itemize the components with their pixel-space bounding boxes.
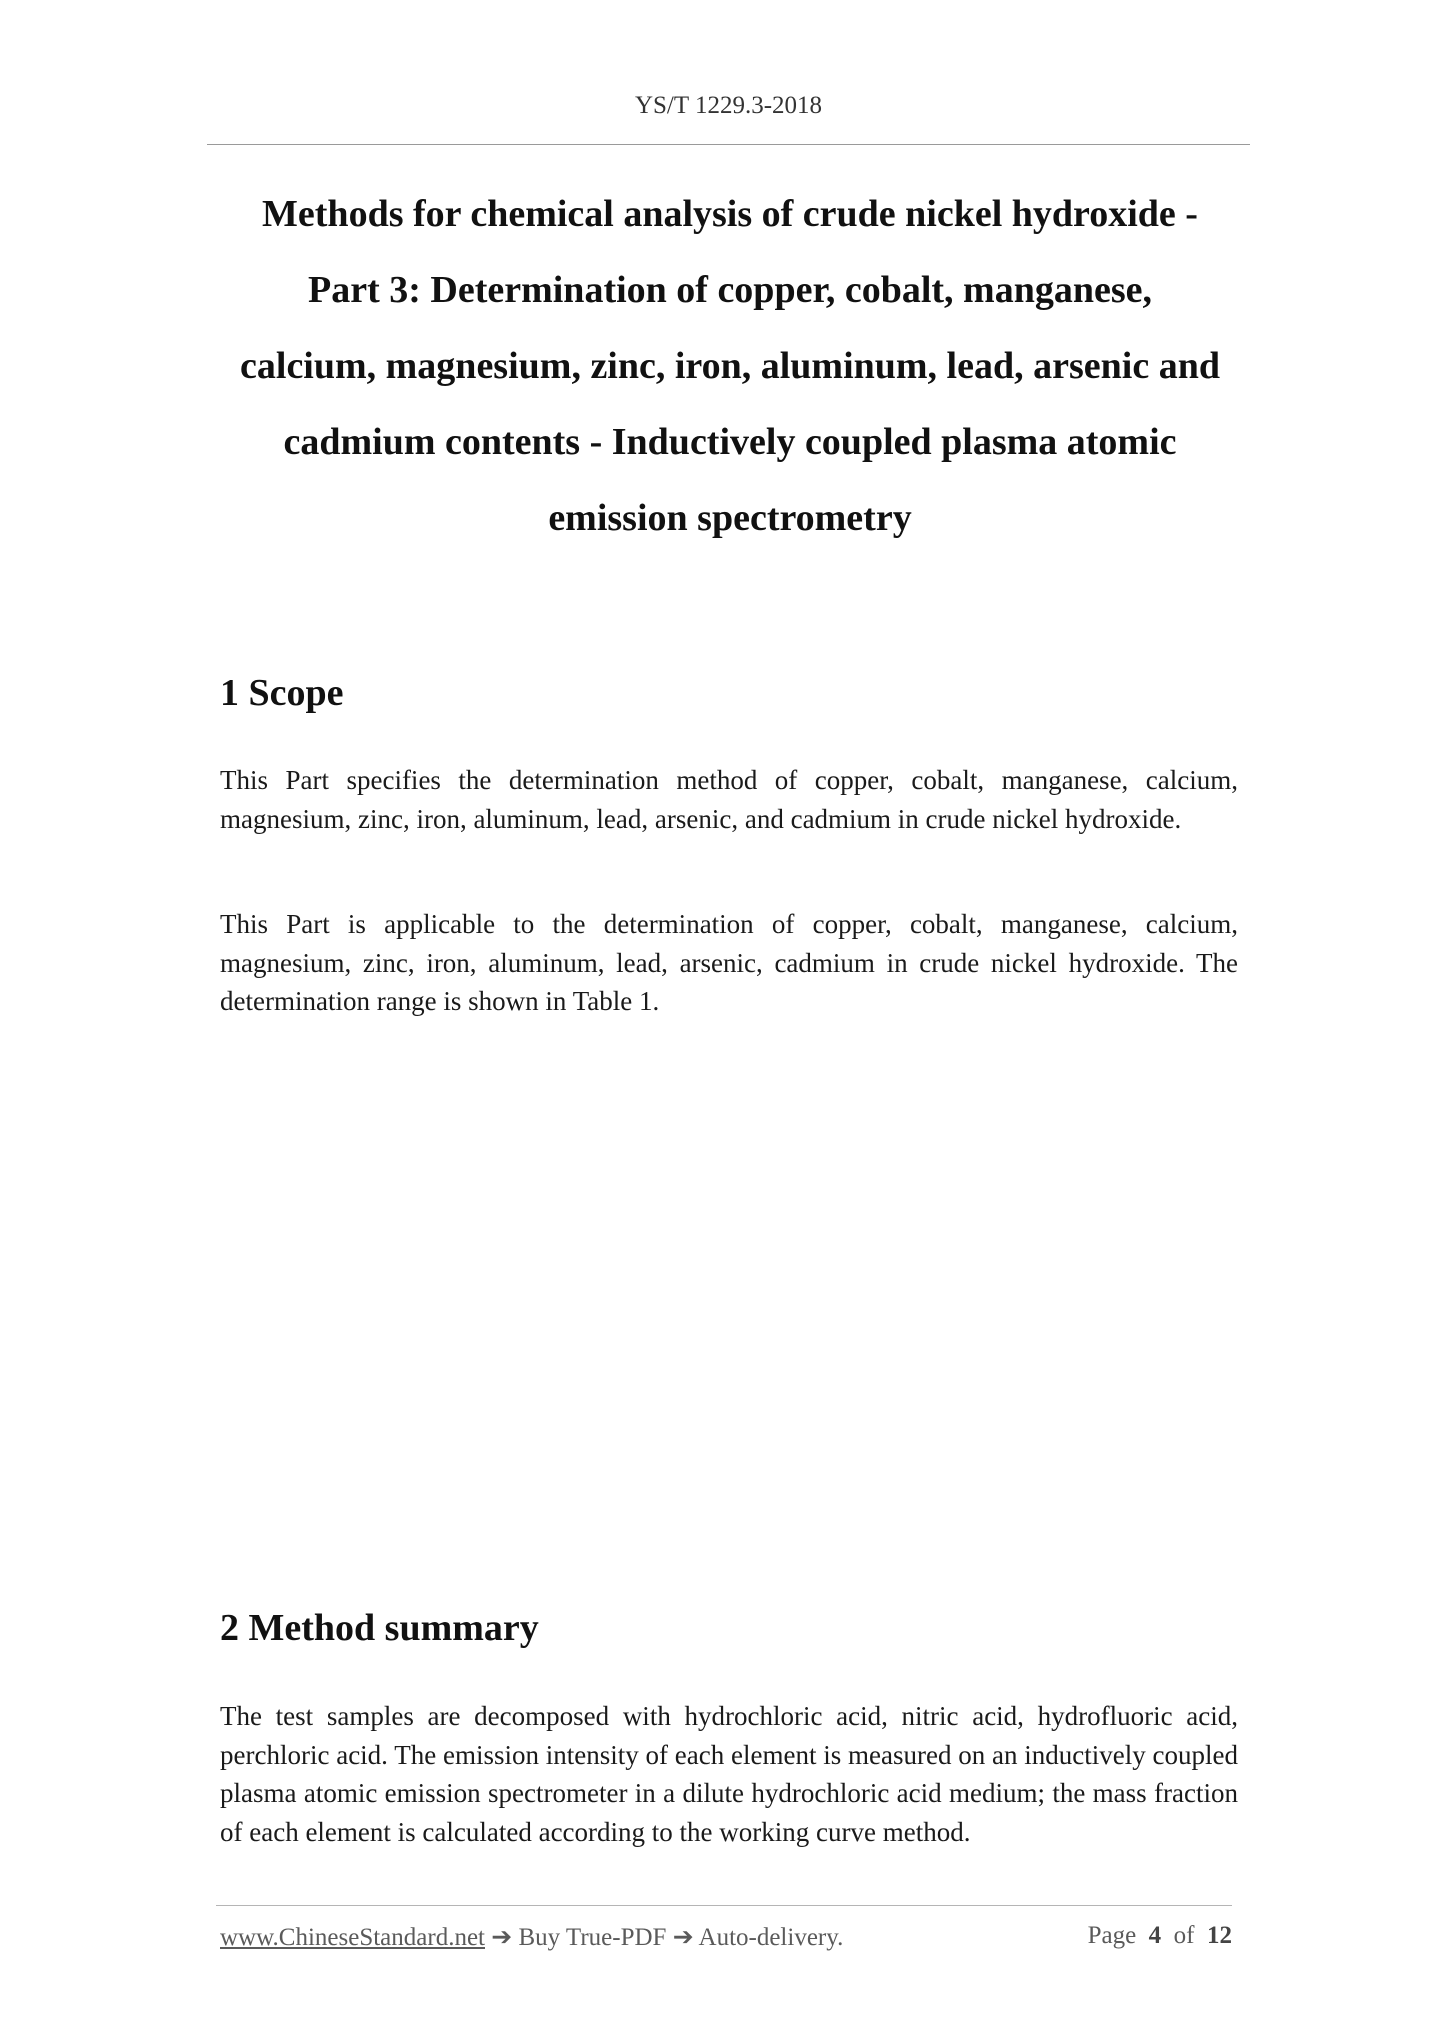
current-page-number: 4 bbox=[1148, 1922, 1162, 1949]
of-label: of bbox=[1173, 1922, 1195, 1949]
standard-code-header: YS/T 1229.3-2018 bbox=[634, 92, 823, 119]
scope-paragraph-2: This Part is applicable to the determination of copper, cobalt, manganese, calcium, magnesium, zinc, iron, aluminum, lead, arsenic, cadmium in crude nickel hydroxide. The determination range is shown in Table 1. bbox=[220, 909, 1238, 1016]
title-line: calcium, magnesium, zinc, iron, aluminum, lead, arsenic and bbox=[240, 345, 1220, 387]
auto-delivery-text: Auto-delivery. bbox=[698, 1924, 844, 1951]
buy-true-pdf-text: Buy True-PDF bbox=[518, 1924, 667, 1951]
title-line: Part 3: Determination of copper, cobalt, manganese, bbox=[308, 269, 1152, 311]
page-indicator bbox=[1088, 1922, 1232, 1950]
title-line: Methods for chemical analysis of crude nickel hydroxide - bbox=[262, 193, 1198, 235]
arrow-right-icon: ➔ bbox=[672, 1924, 694, 1951]
header-divider bbox=[207, 144, 1250, 145]
scope-heading: 1 Scope bbox=[220, 672, 344, 714]
total-pages-number: 12 bbox=[1207, 1922, 1232, 1949]
page-label: Page bbox=[1087, 1922, 1137, 1949]
footer-divider bbox=[216, 1905, 1232, 1906]
page-footer bbox=[220, 1922, 1232, 1962]
method-summary-paragraph: The test samples are decomposed with hydrochloric acid, nitric acid, hydrofluoric acid, perchloric acid. The emission intensity of each element is measured on an inductively coupled plasma atomic emission spectrometer in a dilute hydrochloric acid medium; the mass fraction of each element is calculated according to the working curve method. bbox=[220, 1701, 1238, 1847]
method-summary-heading: 2 Method summary bbox=[220, 1607, 539, 1649]
title-line: emission spectrometry bbox=[548, 497, 912, 539]
document-title bbox=[210, 176, 1250, 556]
chinesestandard-link[interactable]: www.ChineseStandard.net bbox=[220, 1924, 485, 1951]
arrow-right-icon: ➔ bbox=[491, 1924, 513, 1951]
title-line: cadmium contents - Inductively coupled plasma atomic bbox=[283, 421, 1177, 463]
footer-promo bbox=[220, 1922, 843, 1952]
scope-paragraph-1: This Part specifies the determination method of copper, cobalt, manganese, calcium, magnesium, zinc, iron, aluminum, lead, arsenic, and cadmium in crude nickel hydroxide. bbox=[220, 765, 1238, 834]
